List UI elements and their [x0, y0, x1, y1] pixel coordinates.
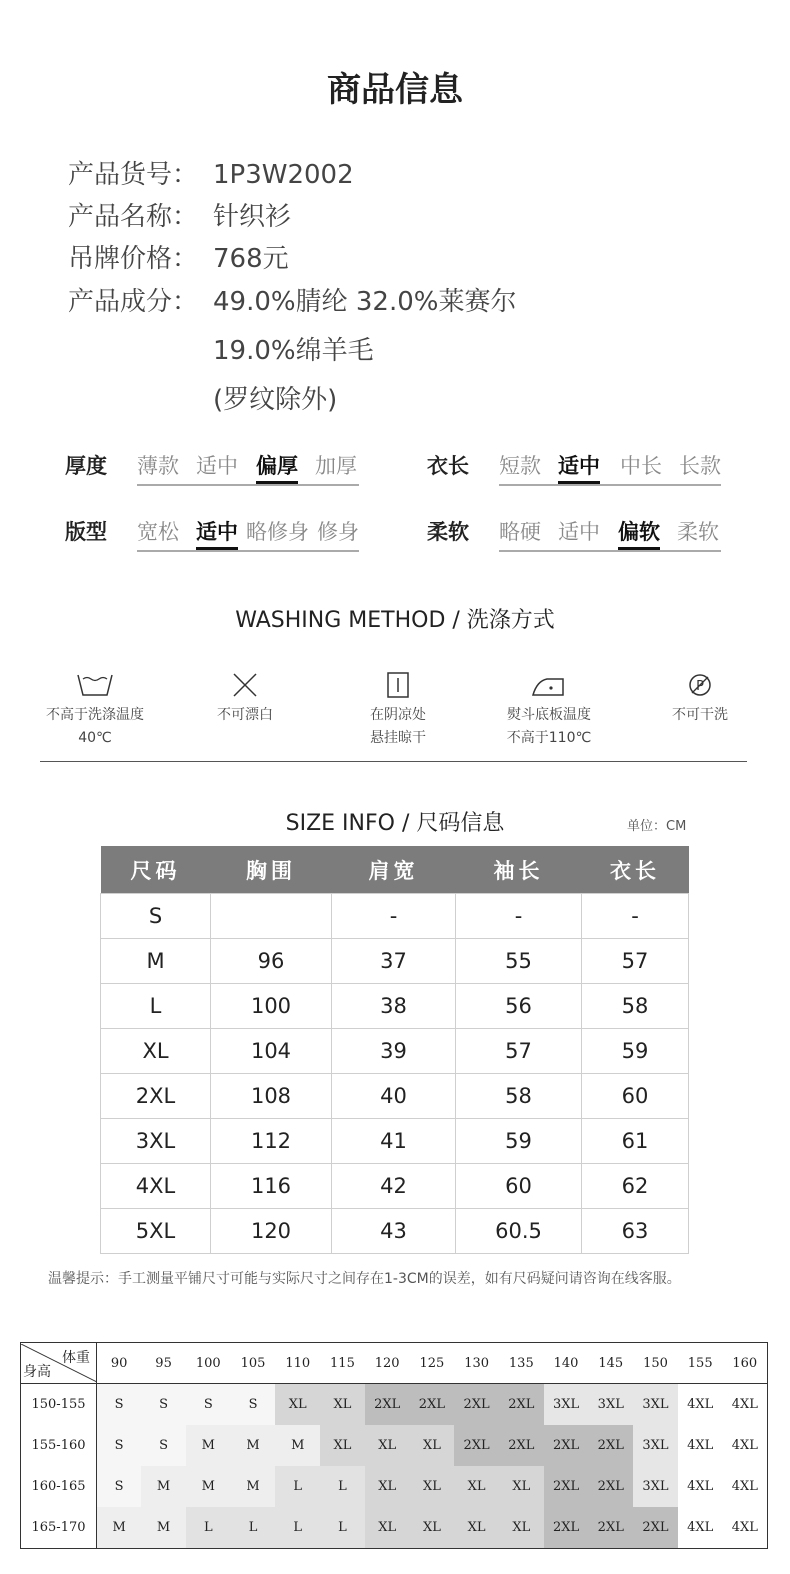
recommend-cell: M — [186, 1425, 231, 1466]
table-cell: 58 — [456, 1074, 582, 1119]
recommend-cell: 2XL — [454, 1425, 499, 1466]
table-cell: 55 — [456, 939, 582, 984]
table-cell: L — [101, 984, 211, 1029]
size-col-header: 袖长 — [456, 846, 582, 894]
table-cell: 56 — [456, 984, 582, 1029]
wash-item-temp — [20, 668, 170, 750]
recommend-cell: S — [97, 1466, 142, 1507]
wash-text: 不可干洗 — [672, 707, 728, 723]
wash-item-dryclean — [625, 668, 775, 727]
wash-tub-icon — [20, 668, 170, 702]
table-cell: 59 — [582, 1029, 689, 1074]
table-row — [101, 1164, 689, 1209]
table-cell — [211, 894, 332, 939]
attr-option: 修身 — [317, 520, 359, 544]
info-row-price — [68, 238, 289, 275]
table-cell: 100 — [211, 984, 332, 1029]
recommend-cell: XL — [320, 1384, 365, 1426]
attr-options — [499, 516, 721, 552]
recommend-cell: M — [141, 1466, 186, 1507]
recommend-cell: M — [186, 1466, 231, 1507]
recommend-cell: M — [231, 1466, 276, 1507]
attr-option: 长款 — [679, 454, 721, 478]
table-cell: 43 — [332, 1209, 456, 1254]
recommend-cell: 3XL — [633, 1466, 678, 1507]
recommend-cell: S — [141, 1384, 186, 1426]
recommend-cell: 4XL — [723, 1466, 768, 1507]
size-table-header — [101, 846, 689, 894]
info-row-sku — [68, 154, 354, 191]
no-dry-clean-icon — [625, 668, 775, 702]
recommend-cell: XL — [410, 1507, 455, 1549]
recommend-cell: XL — [410, 1466, 455, 1507]
table-cell: - — [456, 894, 582, 939]
table-cell: 104 — [211, 1029, 332, 1074]
height-label: 155-160 — [21, 1425, 97, 1466]
recommend-cell: M — [275, 1425, 320, 1466]
recommend-cell: M — [97, 1507, 142, 1549]
iron-icon — [474, 668, 624, 702]
table-cell: XL — [101, 1029, 211, 1074]
attr-option: 适中 — [558, 520, 600, 544]
info-value: 768元 — [213, 244, 289, 274]
weight-header: 95 — [141, 1343, 186, 1384]
weight-header: 145 — [588, 1343, 633, 1384]
recommend-corner — [21, 1343, 97, 1384]
size-unit: 单位：CM — [627, 819, 687, 834]
attr-name: 厚度 — [65, 454, 107, 478]
table-cell: 39 — [332, 1029, 456, 1074]
table-cell: 58 — [582, 984, 689, 1029]
info-label: 产品货号： — [68, 160, 199, 190]
attr-option-selected: 适中 — [558, 450, 600, 484]
recommend-cell: 2XL — [544, 1425, 589, 1466]
table-cell: - — [582, 894, 689, 939]
weight-header: 160 — [723, 1343, 768, 1384]
table-cell: 62 — [582, 1164, 689, 1209]
wash-text: 悬挂晾干 — [370, 730, 426, 746]
table-cell: M — [101, 939, 211, 984]
recommend-cell: M — [141, 1507, 186, 1549]
weight-header: 90 — [97, 1343, 142, 1384]
wash-text: 熨斗底板温度 — [507, 707, 591, 723]
table-cell: 120 — [211, 1209, 332, 1254]
table-cell: 59 — [456, 1119, 582, 1164]
table-cell: 96 — [211, 939, 332, 984]
weight-header: 105 — [231, 1343, 276, 1384]
attr-option: 适中 — [196, 454, 238, 478]
recommend-row — [21, 1507, 768, 1549]
recommend-cell: 4XL — [723, 1384, 768, 1426]
recommend-cell: 2XL — [499, 1425, 544, 1466]
table-cell: 63 — [582, 1209, 689, 1254]
info-label: 吊牌价格： — [68, 244, 199, 274]
weight-header: 125 — [410, 1343, 455, 1384]
attr-option: 柔软 — [677, 520, 719, 544]
size-col-header: 肩宽 — [332, 846, 456, 894]
recommend-cell: XL — [410, 1425, 455, 1466]
attr-name: 版型 — [65, 520, 107, 544]
table-cell: 38 — [332, 984, 456, 1029]
height-label: 165-170 — [21, 1507, 97, 1549]
recommend-cell: S — [141, 1425, 186, 1466]
wash-item-dry — [323, 668, 473, 750]
table-cell: 60.5 — [456, 1209, 582, 1254]
washing-title: WASHING METHOD / 洗涤方式 — [235, 608, 555, 633]
table-cell: - — [332, 894, 456, 939]
info-value: 1P3W2002 — [213, 160, 354, 190]
page-title: 商品信息 — [327, 70, 463, 110]
table-cell: 116 — [211, 1164, 332, 1209]
table-row — [101, 1029, 689, 1074]
recommend-cell: 2XL — [544, 1507, 589, 1549]
recommend-cell: L — [275, 1507, 320, 1549]
height-label: 150-155 — [21, 1384, 97, 1426]
table-cell: 3XL — [101, 1119, 211, 1164]
recommend-cell: L — [231, 1507, 276, 1549]
no-bleach-icon — [170, 668, 320, 702]
weight-header: 140 — [544, 1343, 589, 1384]
table-cell: 57 — [456, 1029, 582, 1074]
size-info-title: SIZE INFO / 尺码信息 — [285, 811, 505, 836]
table-cell: 108 — [211, 1074, 332, 1119]
size-table — [100, 846, 689, 1254]
attr-name: 衣长 — [427, 454, 469, 478]
recommend-cell: XL — [275, 1384, 320, 1426]
corner-height-label: 身高 — [23, 1364, 51, 1380]
weight-header: 130 — [454, 1343, 499, 1384]
table-cell: 41 — [332, 1119, 456, 1164]
recommend-cell: L — [320, 1466, 365, 1507]
info-value: 针织衫 — [213, 202, 292, 232]
info-label: 产品成分： — [68, 287, 199, 317]
recommend-cell: 2XL — [544, 1466, 589, 1507]
attr-option: 中长 — [620, 454, 662, 478]
recommend-cell: XL — [365, 1425, 410, 1466]
recommend-cell: S — [97, 1384, 142, 1426]
height-label: 160-165 — [21, 1466, 97, 1507]
table-row — [101, 984, 689, 1029]
recommend-cell: XL — [365, 1466, 410, 1507]
table-row — [101, 1209, 689, 1254]
table-row — [101, 939, 689, 984]
recommend-cell: 4XL — [723, 1507, 768, 1549]
size-tip: 温馨提示：手工测量平铺尺寸可能与实际尺寸之间存在1-3CM的误差，如有尺码疑问请咨询在线客服。 — [48, 1271, 681, 1287]
attr-options — [499, 450, 721, 486]
recommend-cell: XL — [499, 1507, 544, 1549]
table-cell: 37 — [332, 939, 456, 984]
weight-header: 100 — [186, 1343, 231, 1384]
info-material-line-3: (罗纹除外) — [213, 385, 338, 415]
wash-text: 不高于110℃ — [506, 730, 592, 746]
attr-name: 柔软 — [427, 520, 469, 544]
recommend-cell: S — [186, 1384, 231, 1426]
recommend-row — [21, 1384, 768, 1426]
attr-option: 短款 — [499, 454, 541, 478]
info-material-line-2: 19.0%绵羊毛 — [213, 336, 374, 366]
recommend-cell: 4XL — [678, 1466, 723, 1507]
recommend-cell: S — [231, 1384, 276, 1426]
recommend-row — [21, 1466, 768, 1507]
size-col-header: 胸围 — [211, 846, 332, 894]
size-recommend-table — [20, 1342, 768, 1549]
attr-options — [137, 516, 359, 552]
table-row — [101, 1119, 689, 1164]
hang-dry-shade-icon — [323, 668, 473, 702]
wash-item-bleach — [170, 668, 320, 727]
recommend-cell: 3XL — [633, 1425, 678, 1466]
recommend-cell: L — [320, 1507, 365, 1549]
attr-options — [137, 450, 359, 486]
info-row-name — [68, 196, 291, 233]
recommend-cell: 2XL — [410, 1384, 455, 1426]
attr-option: 加厚 — [315, 454, 357, 478]
info-label: 产品名称： — [68, 202, 199, 232]
recommend-cell: 3XL — [544, 1384, 589, 1426]
table-cell: 57 — [582, 939, 689, 984]
table-row — [101, 1074, 689, 1119]
recommend-cell: 4XL — [678, 1507, 723, 1549]
recommend-cell: 2XL — [588, 1425, 633, 1466]
table-row — [101, 894, 689, 939]
recommend-cell: 2XL — [633, 1507, 678, 1549]
weight-header: 150 — [633, 1343, 678, 1384]
recommend-cell: XL — [454, 1507, 499, 1549]
recommend-cell: 2XL — [499, 1384, 544, 1426]
wash-text: 在阴凉处 — [370, 707, 426, 723]
recommend-cell: 2XL — [588, 1466, 633, 1507]
table-cell: 40 — [332, 1074, 456, 1119]
table-cell: 5XL — [101, 1209, 211, 1254]
recommend-cell: 2XL — [588, 1507, 633, 1549]
table-cell: 60 — [456, 1164, 582, 1209]
recommend-cell: XL — [499, 1466, 544, 1507]
recommend-cell: L — [275, 1466, 320, 1507]
attr-option-selected: 适中 — [196, 516, 238, 550]
attr-option: 宽松 — [137, 520, 179, 544]
weight-header: 115 — [320, 1343, 365, 1384]
info-value: 49.0%腈纶 32.0%莱赛尔 — [213, 287, 517, 317]
wash-item-iron — [474, 668, 624, 750]
recommend-cell: 2XL — [454, 1384, 499, 1426]
table-cell: S — [101, 894, 211, 939]
weight-header: 110 — [275, 1343, 320, 1384]
size-col-header: 尺码 — [101, 846, 211, 894]
divider — [40, 761, 747, 762]
attr-option-selected: 偏厚 — [256, 450, 298, 484]
recommend-cell: M — [231, 1425, 276, 1466]
recommend-row — [21, 1425, 768, 1466]
weight-header: 155 — [678, 1343, 723, 1384]
recommend-cell: 3XL — [588, 1384, 633, 1426]
recommend-header-row — [21, 1343, 768, 1384]
table-cell: 112 — [211, 1119, 332, 1164]
recommend-cell: XL — [454, 1466, 499, 1507]
recommend-cell: XL — [320, 1425, 365, 1466]
corner-weight-label: 体重 — [62, 1350, 90, 1366]
wash-text: 不可漂白 — [217, 707, 273, 723]
table-cell: 60 — [582, 1074, 689, 1119]
size-col-header: 衣长 — [582, 846, 689, 894]
attr-option-selected: 偏软 — [618, 516, 660, 550]
svg-text:P: P — [696, 679, 704, 694]
table-cell: 42 — [332, 1164, 456, 1209]
recommend-cell: 4XL — [678, 1425, 723, 1466]
wash-text: 40℃ — [78, 730, 112, 746]
recommend-cell: L — [186, 1507, 231, 1549]
weight-header: 120 — [365, 1343, 410, 1384]
table-cell: 61 — [582, 1119, 689, 1164]
recommend-cell: 3XL — [633, 1384, 678, 1426]
attr-option: 薄款 — [137, 454, 179, 478]
table-cell: 2XL — [101, 1074, 211, 1119]
table-cell: 4XL — [101, 1164, 211, 1209]
recommend-cell: 2XL — [365, 1384, 410, 1426]
recommend-cell: XL — [365, 1507, 410, 1549]
recommend-cell: 4XL — [723, 1425, 768, 1466]
info-row-material — [68, 281, 516, 318]
attr-option: 略修身 — [246, 520, 309, 544]
wash-text: 不高于洗涤温度 — [46, 707, 144, 723]
recommend-cell: S — [97, 1425, 142, 1466]
recommend-cell: 4XL — [678, 1384, 723, 1426]
weight-header: 135 — [499, 1343, 544, 1384]
attr-option: 略硬 — [499, 520, 541, 544]
